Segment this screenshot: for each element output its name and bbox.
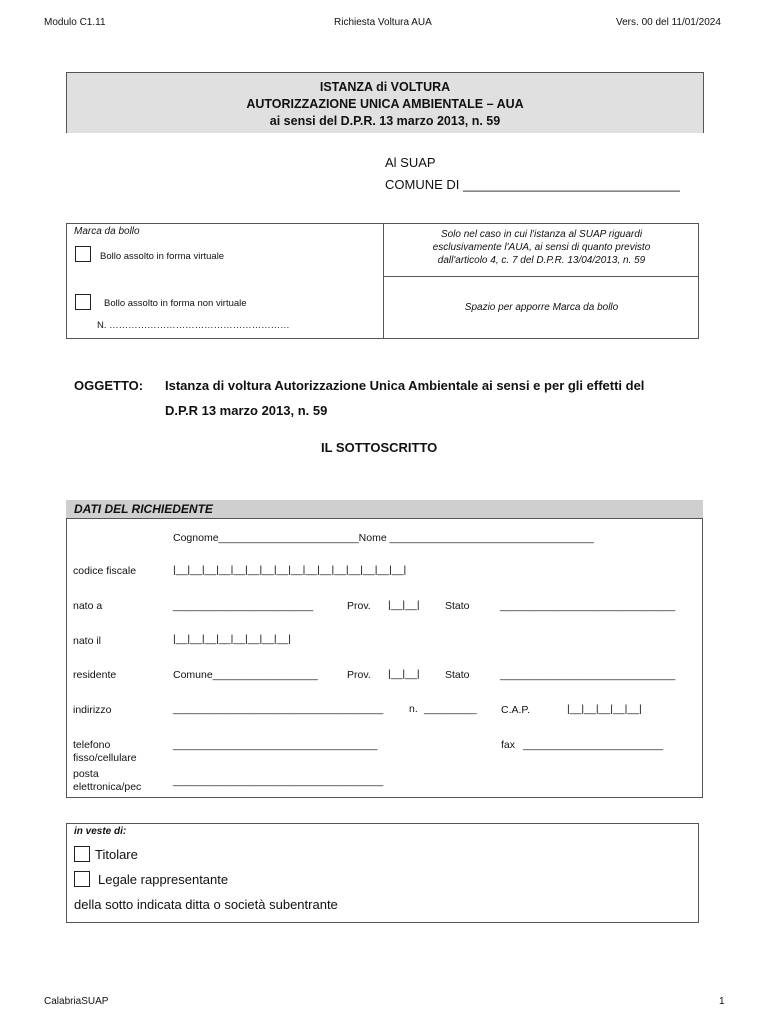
cap-label: C.A.P. — [501, 704, 530, 716]
titolare-checkbox[interactable] — [74, 846, 90, 862]
posta-label — [73, 768, 141, 794]
residente-prov-label: Prov. — [347, 669, 371, 681]
titolare-label: Titolare — [95, 847, 138, 862]
header-form-title: Richiesta Voltura AUA — [334, 17, 432, 28]
title-line-2: AUTORIZZAZIONE UNICA AMBIENTALE – AUA — [246, 97, 524, 111]
civico-field[interactable]: _________ — [424, 703, 477, 715]
nato-il-field[interactable]: |__|__|__|__|__|__|__|__| — [173, 633, 291, 645]
legale-rappresentante-label: Legale rappresentante — [98, 872, 229, 887]
legale-rappresentante-checkbox[interactable] — [74, 871, 90, 887]
fax-field[interactable]: ________________________ — [523, 739, 664, 751]
marca-da-bollo-table — [66, 223, 699, 339]
codice-fiscale-field[interactable]: |__|__|__|__|__|__|__|__|__|__|__|__|__|__|__|__| — [173, 564, 407, 576]
subject-line-2: D.P.R 13 marzo 2013, n. 59 — [165, 403, 328, 418]
nato-a-label: nato a — [73, 600, 103, 612]
bollo-non-virtual-checkbox[interactable] — [75, 294, 91, 310]
document-title-box — [66, 72, 704, 133]
nato-prov-field[interactable]: |__|__| — [388, 599, 420, 611]
bollo-note-line-3: dall'articolo 4, c. 7 del D.P.R. 13/04/2013, n. 59 — [437, 255, 646, 266]
telefono-label-line-1: telefono — [73, 739, 111, 751]
title-line-3: ai sensi del D.P.R. 13 marzo 2013, n. 59 — [269, 114, 501, 128]
subject-line-1: Istanza di voltura Autorizzazione Unica Ambientale ai sensi e per gli effetti del — [165, 378, 645, 393]
residente-label: residente — [73, 669, 117, 681]
subject-label: OGGETTO: — [74, 378, 144, 393]
in-veste-di-title: in veste di: — [74, 826, 127, 837]
recipient-block — [385, 152, 680, 196]
recipient-suap: Al SUAP — [385, 155, 436, 170]
bollo-number-field[interactable]: N. ………………………………………………… — [97, 320, 290, 331]
posta-label-line-2: elettronica/pec — [73, 781, 142, 793]
civico-label: n. — [409, 703, 418, 715]
dati-richiedente-header: DATI DEL RICHIEDENTE — [66, 500, 703, 518]
nato-il-label: nato il — [73, 635, 102, 647]
nato-prov-label: Prov. — [347, 600, 371, 612]
bollo-options — [67, 224, 383, 338]
bollo-virtual-label: Bollo assolto in forma virtuale — [100, 251, 225, 262]
page-number: 1 — [719, 996, 725, 1007]
header-version: Vers. 00 del 11/01/2024 — [616, 17, 721, 28]
title-line-1: ISTANZA di VOLTURA — [319, 80, 451, 94]
nato-stato-label: Stato — [445, 600, 470, 612]
bollo-non-virtual-label: Bollo assolto in forma non virtuale — [104, 298, 247, 309]
bollo-stamp-area — [383, 224, 699, 338]
recipient-comune[interactable]: COMUNE DI ______________________________ — [385, 177, 680, 192]
bollo-virtual-checkbox[interactable] — [75, 246, 91, 262]
bollo-stamp-space: Spazio per apporre Marca da bollo — [464, 302, 619, 313]
telefono-field[interactable]: ___________________________________ — [173, 739, 378, 751]
indirizzo-field[interactable]: ____________________________________ — [173, 703, 384, 715]
bollo-note-line-2: esclusivamente l'AUA, ai sensi di quanto previsto — [432, 242, 651, 253]
cognome-nome-field[interactable]: Cognome________________________Nome ___________________________________ — [173, 532, 594, 544]
residente-stato-field[interactable]: ______________________________ — [500, 669, 676, 681]
bollo-note — [384, 224, 699, 277]
nato-a-field[interactable]: ________________________ — [173, 600, 314, 612]
header-form-code: Modulo C1.11 — [44, 17, 106, 28]
residente-prov-field[interactable]: |__|__| — [388, 668, 420, 680]
posta-field[interactable]: ____________________________________ — [173, 775, 384, 787]
dati-richiedente-form — [66, 518, 703, 798]
bollo-note-line-1: Solo nel caso in cui l'istanza al SUAP riguardi — [440, 229, 643, 240]
codice-fiscale-label: codice fiscale — [73, 565, 137, 577]
nato-stato-field[interactable]: ______________________________ — [500, 600, 676, 612]
ditta-subentrante-text: della sotto indicata ditta o società subentrante — [74, 897, 338, 912]
posta-label-line-1: posta — [73, 768, 99, 780]
residente-stato-label: Stato — [445, 669, 470, 681]
fax-label: fax — [501, 739, 516, 751]
telefono-label-line-2: fisso/cellulare — [73, 752, 137, 764]
il-sottoscritto-heading: IL SOTTOSCRITTO — [321, 440, 438, 455]
in-veste-di-box — [66, 823, 699, 923]
indirizzo-label: indirizzo — [73, 704, 112, 716]
cap-field[interactable]: |__|__|__|__|__| — [567, 703, 642, 715]
footer-brand: CalabriaSUAP — [44, 996, 109, 1007]
telefono-label — [73, 739, 137, 765]
bollo-title: Marca da bollo — [74, 226, 140, 237]
residente-comune-field[interactable]: Comune__________________ — [173, 669, 318, 681]
